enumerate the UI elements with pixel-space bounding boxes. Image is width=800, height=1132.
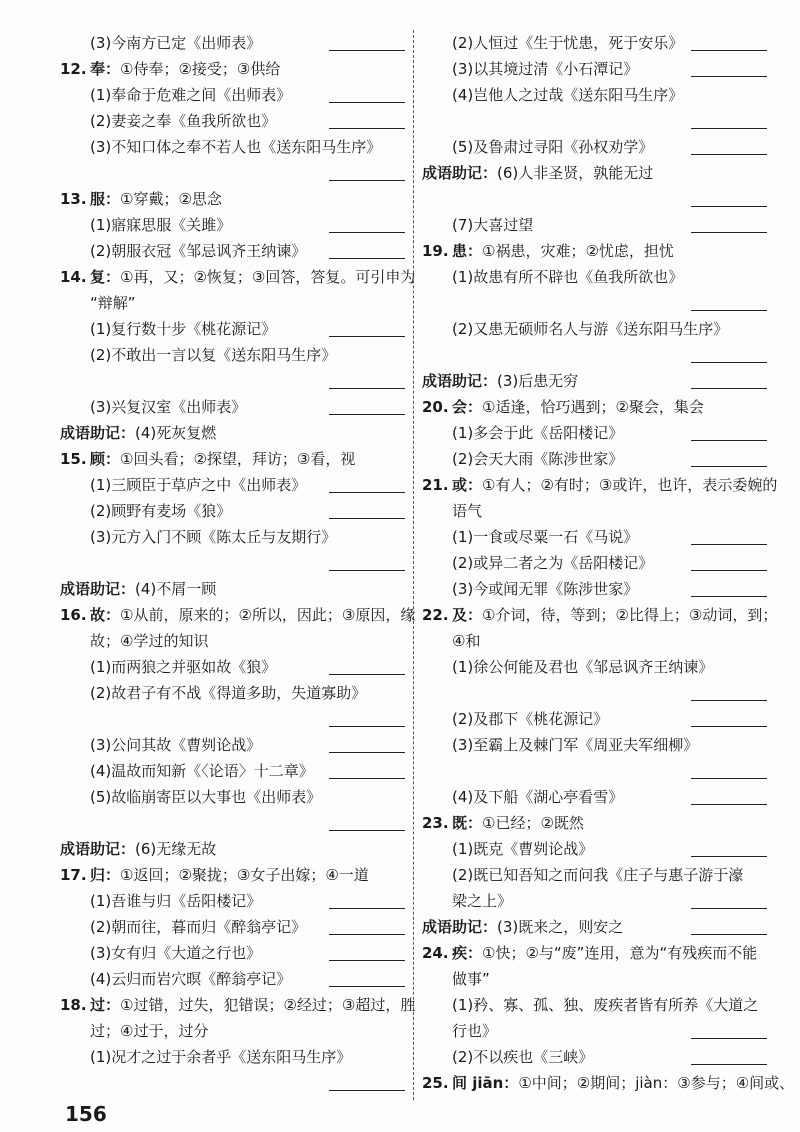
entry-heading <box>60 186 405 212</box>
example-sentence <box>422 836 767 862</box>
answer-blank[interactable] <box>691 908 767 909</box>
idiom-text: (4)死灰复燃 <box>135 424 217 442</box>
example-sentence <box>422 30 767 56</box>
example-sentence <box>422 1044 767 1070</box>
answer-blank[interactable] <box>691 232 767 233</box>
example-text: (3)不知口体之奉不若人也《送东阳马生序》 <box>90 138 382 156</box>
answer-blank[interactable] <box>329 50 405 51</box>
example-text: (2)顾野有麦场《狼》 <box>90 502 232 520</box>
answer-blank[interactable] <box>691 1038 767 1039</box>
example-sentence <box>422 82 767 108</box>
example-sentence <box>60 394 405 420</box>
answer-blank[interactable] <box>691 362 767 363</box>
example-text: (1)故患有所不辟也《鱼我所欲也》 <box>452 268 684 286</box>
example-sentence <box>60 784 405 810</box>
idiom-memory-line <box>60 576 405 602</box>
example-text: (1)奉命于危难之间《出师表》 <box>90 86 292 104</box>
answer-line <box>422 342 767 368</box>
entry-meanings: ①回头看；②探望，拜访；③看，视 <box>120 450 356 468</box>
example-sentence <box>422 446 767 472</box>
example-sentence <box>60 680 405 706</box>
answer-line <box>60 550 405 576</box>
example-text: (2)妻妾之奉《鱼我所欲也》 <box>90 112 277 130</box>
entry-word: 既： <box>452 814 483 832</box>
example-text: (4)云归而岩穴暝《醉翁亭记》 <box>90 970 292 988</box>
entry-heading <box>60 446 405 472</box>
entry-word: 顾： <box>90 450 121 468</box>
example-text: (2)朝而往，暮而归《醉翁亭记》 <box>90 918 307 936</box>
entry-heading <box>60 602 416 628</box>
example-sentence <box>422 654 767 680</box>
continuation-text: 过；④过于，过分 <box>90 1022 209 1040</box>
example-sentence <box>60 732 405 758</box>
example-sentence <box>422 264 767 290</box>
example-text: (3)至霸上及棘门军《周亚夫军细柳》 <box>452 736 699 754</box>
answer-line <box>422 108 767 134</box>
entry-heading <box>422 1070 795 1096</box>
answer-line <box>60 1070 405 1096</box>
example-sentence <box>60 108 405 134</box>
example-text: (5)及鲁肃过寻阳《孙权劝学》 <box>452 138 654 156</box>
example-text: (1)寤寐思服《关雎》 <box>90 216 232 234</box>
answer-blank[interactable] <box>691 934 767 935</box>
example-sentence <box>422 992 767 1018</box>
example-sentence <box>422 784 767 810</box>
entry-meanings: ①返回；②聚拢；③女子出嫁；④一道 <box>120 866 369 884</box>
continuation-text: ④和 <box>452 632 481 650</box>
example-sentence <box>422 212 767 238</box>
example-text: (3)女有归《大道之行也》 <box>90 944 262 962</box>
idiom-label: 成语助记： <box>60 580 136 598</box>
continuation-text: 语气 <box>452 502 483 520</box>
idiom-memory-line <box>60 420 405 446</box>
example-text: (1)吾谁与归《岳阳楼记》 <box>90 892 262 910</box>
answer-blank[interactable] <box>329 986 405 987</box>
answer-blank[interactable] <box>691 388 767 389</box>
idiom-label: 成语助记： <box>422 164 498 182</box>
example-sentence <box>422 134 767 160</box>
entry-word: 及： <box>452 606 483 624</box>
entry-meanings: ①有人；②有时；③或许，也许，表示委婉的 <box>482 476 778 494</box>
example-sentence <box>422 576 767 602</box>
entry-heading <box>422 238 767 264</box>
answer-blank[interactable] <box>329 674 405 675</box>
example-sentence <box>60 940 405 966</box>
example-text: (2)朝服衣冠《邹忌讽齐王纳谏》 <box>90 242 307 260</box>
answer-blank[interactable] <box>329 1090 405 1091</box>
idiom-memory-line <box>60 836 405 862</box>
entry-number: 20. <box>422 398 449 416</box>
answer-blank[interactable] <box>691 154 767 155</box>
example-sentence <box>422 524 767 550</box>
answer-line <box>422 290 767 316</box>
answer-blank[interactable] <box>329 830 405 831</box>
example-text: (2)不敢出一言以复《送东阳马生序》 <box>90 346 337 364</box>
right-column <box>422 30 795 1096</box>
entry-heading <box>60 264 416 290</box>
answer-blank[interactable] <box>329 180 405 181</box>
example-text: (1)而两狼之并驱如故《狼》 <box>90 658 277 676</box>
continuation-line <box>60 628 405 654</box>
entry-meanings: ①快；②与“废”连用，意为“有残疾而不能 <box>482 944 758 962</box>
entry-number: 13. <box>60 190 87 208</box>
answer-blank[interactable] <box>691 804 767 805</box>
entry-word: 复： <box>90 268 121 286</box>
entry-number: 19. <box>422 242 449 260</box>
entry-meanings: ①从前，原来的；②所以，因此；③原因，缘 <box>120 606 416 624</box>
continuation-text: 做事” <box>452 970 490 988</box>
continuation-line <box>422 888 767 914</box>
entry-number: 16. <box>60 606 87 624</box>
answer-blank[interactable] <box>329 258 405 259</box>
answer-line <box>422 758 767 784</box>
answer-blank[interactable] <box>329 414 405 415</box>
example-text: (1)既克《曹刿论战》 <box>452 840 594 858</box>
entry-meanings: ①祸患，灾难；②忧虑，担忧 <box>482 242 674 260</box>
answer-blank[interactable] <box>329 570 405 571</box>
example-text: (4)及下船《湖心亭看雪》 <box>452 788 624 806</box>
idiom-memory-line <box>422 160 767 186</box>
entry-heading <box>60 862 405 888</box>
answer-blank[interactable] <box>691 544 767 545</box>
answer-blank[interactable] <box>691 700 767 701</box>
entry-word: 间 jiān： <box>452 1074 519 1092</box>
entry-meanings: ①中间；②期间；jiàn：③参与；④间或、 <box>518 1074 795 1092</box>
answer-blank[interactable] <box>691 778 767 779</box>
idiom-label: 成语助记： <box>422 372 498 390</box>
answer-blank[interactable] <box>329 778 405 779</box>
entry-word: 归： <box>90 866 121 884</box>
example-text: (4)岂他人之过哉《送东阳马生序》 <box>452 86 684 104</box>
example-text: (3)元方入门不顾《陈太丘与友期行》 <box>90 528 337 546</box>
continuation-text: 行也》 <box>452 1022 498 1040</box>
entry-number: 17. <box>60 866 87 884</box>
continuation-text: “辩解” <box>90 294 136 312</box>
entry-meanings: ①已经；②既然 <box>482 814 584 832</box>
answer-line <box>60 368 405 394</box>
example-sentence <box>60 342 405 368</box>
answer-blank[interactable] <box>691 596 767 597</box>
answer-line <box>60 160 405 186</box>
entry-word: 过： <box>90 996 121 1014</box>
continuation-line <box>60 290 405 316</box>
example-sentence <box>422 862 767 888</box>
example-text: (1)矜、寡、孤、独、废疾者皆有所养《大道之 <box>452 996 759 1014</box>
answer-blank[interactable] <box>329 336 405 337</box>
answer-blank[interactable] <box>691 856 767 857</box>
entry-heading <box>60 992 416 1018</box>
example-text: (2)会天大雨《陈涉世家》 <box>452 450 624 468</box>
answer-blank[interactable] <box>691 466 767 467</box>
answer-line <box>422 680 767 706</box>
example-sentence <box>60 914 405 940</box>
example-sentence <box>60 888 405 914</box>
entry-heading <box>422 940 767 966</box>
continuation-line <box>60 1018 405 1044</box>
answer-blank[interactable] <box>329 492 405 493</box>
example-sentence <box>60 758 405 784</box>
entry-number: 18. <box>60 996 87 1014</box>
answer-line <box>422 186 767 212</box>
answer-blank[interactable] <box>329 128 405 129</box>
entry-word: 疾： <box>452 944 483 962</box>
answer-blank[interactable] <box>691 76 767 77</box>
idiom-text: (3)既来之，则安之 <box>497 918 624 936</box>
example-sentence <box>422 316 767 342</box>
example-sentence <box>60 524 405 550</box>
answer-blank[interactable] <box>329 934 405 935</box>
entry-meanings: ①介词，待，等到；②比得上；③动词，到； <box>482 606 778 624</box>
answer-blank[interactable] <box>691 570 767 571</box>
example-text: (1)一食或尽粟一石《马说》 <box>452 528 639 546</box>
answer-blank[interactable] <box>329 960 405 961</box>
example-text: (3)兴复汉室《出师表》 <box>90 398 247 416</box>
idiom-label: 成语助记： <box>60 424 136 442</box>
entry-meanings: ①适逢，恰巧遇到；②聚会，集会 <box>482 398 704 416</box>
example-sentence <box>422 420 767 446</box>
answer-blank[interactable] <box>329 388 405 389</box>
entry-number: 21. <box>422 476 449 494</box>
answer-line <box>60 706 405 732</box>
entry-number: 14. <box>60 268 87 286</box>
idiom-text: (4)不屑一顾 <box>135 580 217 598</box>
example-text: (3)以其境过清《小石潭记》 <box>452 60 639 78</box>
example-text: (7)大喜过望 <box>452 216 534 234</box>
entry-word: 奉： <box>90 60 121 78</box>
example-text: (2)既已知吾知之而问我《庄子与惠子游于濠 <box>452 866 744 884</box>
example-text: (2)或异二者之为《岳阳楼记》 <box>452 554 654 572</box>
answer-blank[interactable] <box>329 232 405 233</box>
entry-heading <box>422 394 767 420</box>
example-sentence <box>60 1044 405 1070</box>
example-sentence <box>60 238 405 264</box>
example-text: (4)温故而知新《〈论语〉十二章》 <box>90 762 314 780</box>
example-sentence <box>60 82 405 108</box>
entry-number: 22. <box>422 606 449 624</box>
example-sentence <box>60 30 405 56</box>
continuation-line <box>422 1018 767 1044</box>
entry-heading <box>422 472 778 498</box>
example-text: (5)故临崩寄臣以大事也《出师表》 <box>90 788 322 806</box>
example-sentence <box>60 472 405 498</box>
example-sentence <box>60 498 405 524</box>
left-column <box>60 30 416 1096</box>
answer-blank[interactable] <box>329 908 405 909</box>
example-text: (2)人恒过《生于忧患，死于安乐》 <box>452 34 684 52</box>
example-text: (3)今南方已定《出师表》 <box>90 34 262 52</box>
continuation-text: 梁之上》 <box>452 892 513 910</box>
continuation-text: 故；④学过的知识 <box>90 632 209 650</box>
entry-meanings: ①过错，过失，犯错误；②经过；③超过，胜 <box>120 996 416 1014</box>
answer-blank[interactable] <box>691 206 767 207</box>
example-text: (3)今或闻无罪《陈涉世家》 <box>452 580 639 598</box>
answer-blank[interactable] <box>329 726 405 727</box>
page-number: 156 <box>65 1102 107 1126</box>
answer-blank[interactable] <box>329 752 405 753</box>
example-text: (2)又患无硕师名人与游《送东阳马生序》 <box>452 320 729 338</box>
example-sentence <box>422 550 767 576</box>
column-divider <box>413 30 414 1100</box>
entry-number: 24. <box>422 944 449 962</box>
example-sentence <box>422 732 767 758</box>
answer-blank[interactable] <box>691 726 767 727</box>
entry-number: 12. <box>60 60 87 78</box>
answer-blank[interactable] <box>691 440 767 441</box>
example-sentence <box>60 966 405 992</box>
entry-heading <box>422 602 778 628</box>
example-text: (1)复行数十步《桃花源记》 <box>90 320 277 338</box>
idiom-memory-line <box>422 368 767 394</box>
answer-blank[interactable] <box>691 128 767 129</box>
answer-blank[interactable] <box>691 50 767 51</box>
entry-word: 患： <box>452 242 483 260</box>
entry-heading <box>60 56 405 82</box>
idiom-memory-line <box>422 914 767 940</box>
entry-meanings: ①穿戴；②思念 <box>120 190 222 208</box>
example-text: (1)况才之过于余者乎《送东阳马生序》 <box>90 1048 352 1066</box>
answer-blank[interactable] <box>691 1064 767 1065</box>
answer-line <box>60 810 405 836</box>
entry-number: 15. <box>60 450 87 468</box>
idiom-label: 成语助记： <box>60 840 136 858</box>
entry-number: 23. <box>422 814 449 832</box>
example-text: (3)公问其故《曹刿论战》 <box>90 736 262 754</box>
example-text: (2)及郡下《桃花源记》 <box>452 710 609 728</box>
example-sentence <box>60 316 405 342</box>
answer-blank[interactable] <box>329 102 405 103</box>
example-sentence <box>422 706 767 732</box>
answer-blank[interactable] <box>691 310 767 311</box>
example-text: (2)故君子有不战《得道多助，失道寡助》 <box>90 684 367 702</box>
example-sentence <box>60 134 405 160</box>
example-sentence <box>60 654 405 680</box>
idiom-text: (6)人非圣贤，孰能无过 <box>497 164 654 182</box>
example-text: (1)徐公何能及君也《邹忌讽齐王纳谏》 <box>452 658 714 676</box>
example-sentence <box>422 56 767 82</box>
entry-word: 故： <box>90 606 121 624</box>
entry-word: 或： <box>452 476 483 494</box>
entry-word: 服： <box>90 190 121 208</box>
example-text: (2)不以疾也《三峡》 <box>452 1048 594 1066</box>
example-text: (1)三顾臣于草庐之中《出师表》 <box>90 476 307 494</box>
idiom-text: (3)后患无穷 <box>497 372 579 390</box>
entry-meanings: ①再，又；②恢复；③回答，答复。可引申为 <box>120 268 416 286</box>
entry-number: 25. <box>422 1074 449 1092</box>
continuation-line <box>422 966 767 992</box>
entry-heading <box>422 810 767 836</box>
continuation-line <box>422 628 767 654</box>
example-sentence <box>60 212 405 238</box>
idiom-label: 成语助记： <box>422 918 498 936</box>
example-text: (1)多会于此《岳阳楼记》 <box>452 424 624 442</box>
idiom-text: (6)无缘无故 <box>135 840 217 858</box>
continuation-line <box>422 498 767 524</box>
entry-word: 会： <box>452 398 483 416</box>
answer-blank[interactable] <box>329 518 405 519</box>
entry-meanings: ①侍奉；②接受；③供给 <box>120 60 281 78</box>
